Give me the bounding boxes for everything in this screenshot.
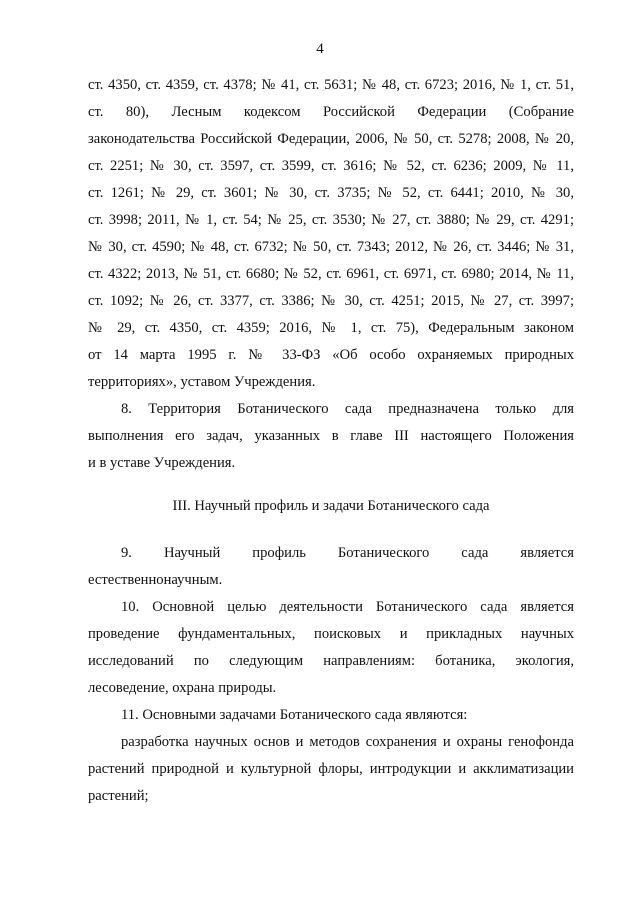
text-line: естественнонаучным.: [88, 572, 223, 588]
text-line: ст. 2251; № 30, ст. 3597, ст. 3599, ст. 3616; № 52, ст. 6236; 2009, № 11,: [88, 158, 574, 174]
text-line: ст. 4350, ст. 4359, ст. 4378; № 41, ст. 5631; № 48, ст. 6723; 2016, № 1, ст. 51,: [88, 77, 574, 93]
text-line: лесоведение, охрана природы.: [88, 680, 277, 696]
text-line: ст. 1092; № 26, ст. 3377, ст. 3386; № 30, ст. 4251; 2015, № 27, ст. 3997;: [88, 293, 574, 309]
page-number: 4: [316, 41, 324, 57]
text-line: № 30, ст. 4590; № 48, ст. 6732; № 50, ст. 7343; 2012, № 26, ст. 3446; № 31,: [88, 239, 574, 255]
text-line: законодательства Российской Федерации, 2006, № 50, ст. 5278; 2008, № 20,: [88, 131, 574, 147]
text-line: ст. 4322; 2013, № 51, ст. 6680; № 52, ст. 6961, ст. 6971, ст. 6980; 2014, № 11,: [88, 266, 574, 282]
text-line: проведение фундаментальных, поисковых и прикладных научных: [88, 626, 574, 642]
text-line: от 14 марта 1995 г. № 33-ФЗ «Об особо охраняемых природных: [88, 347, 574, 363]
text-line: выполнения его задач, указанных в главе III настоящего Положения: [88, 428, 574, 444]
paragraph-8-line: 8. Территория Ботанического сада предназначена только для: [121, 401, 574, 417]
paragraph-10-line: 10. Основной целью деятельности Ботанического сада является: [121, 599, 574, 615]
text-line: территориях», уставом Учреждения.: [88, 374, 316, 390]
text-line: № 29, ст. 4350, ст. 4359; 2016, № 1, ст. 75), Федеральным законом: [88, 320, 574, 336]
text-line: ст. 3998; 2011, № 1, ст. 54; № 25, ст. 3530; № 27, ст. 3880; № 29, ст. 4291;: [88, 212, 574, 228]
text-line: исследований по следующим направлениям: ботаника, экология,: [88, 653, 574, 669]
text-line: растений природной и культурной флоры, интродукции и акклиматизации: [88, 761, 574, 777]
text-line: ст. 1261; № 29, ст. 3601; № 30, ст. 3735; № 52, ст. 6441; 2010, № 30,: [88, 185, 574, 201]
text-line: растений;: [88, 788, 149, 804]
section-heading: III. Научный профиль и задачи Ботанического сада: [172, 498, 490, 514]
paragraph-9-line: 9. Научный профиль Ботанического сада является: [121, 545, 574, 561]
text-line: и в уставе Учреждения.: [88, 455, 236, 471]
paragraph-11-line: 11. Основными задачами Ботанического сада являются:: [121, 707, 468, 723]
text-line: ст. 80), Лесным кодексом Российской Федерации (Собрание: [88, 104, 574, 120]
text-line: разработка научных основ и методов сохранения и охраны генофонда: [121, 734, 574, 750]
